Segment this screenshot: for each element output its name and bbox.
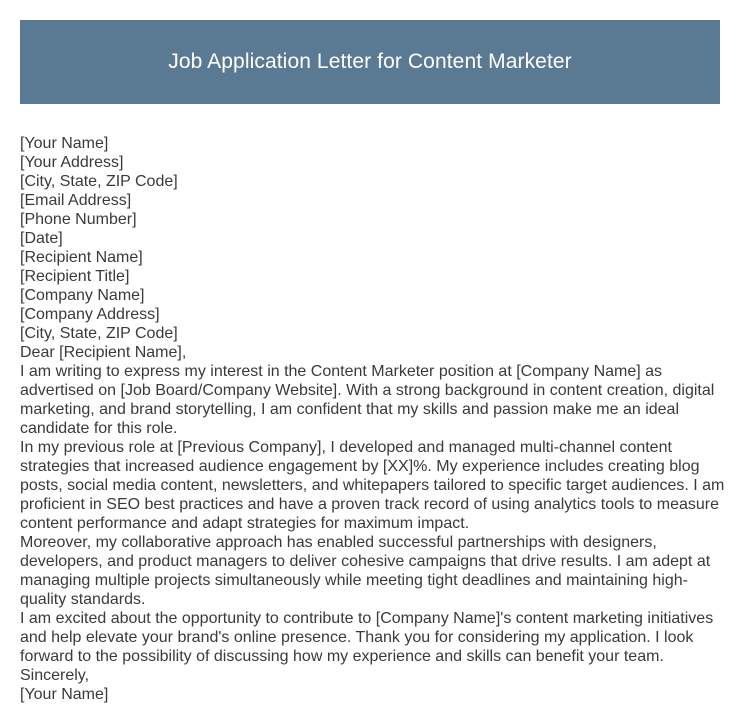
recipient-name: [Recipient Name] — [20, 249, 143, 266]
signature: [Your Name] — [20, 686, 109, 703]
sender-email: [Email Address] — [20, 192, 132, 209]
closing: Sincerely, — [20, 667, 90, 684]
sender-address: [Your Address] — [20, 154, 124, 171]
recipient-title: [Recipient Title] — [20, 268, 130, 285]
body-paragraph: Moreover, my collaborative approach has enabled successful partnerships with designers, developers, and product managers to deliver cohesive campaigns that drive results. I am adept at managing multiple projects simultaneously while meeting tight deadlines and maintaining high-quality standards. — [20, 534, 711, 608]
recipient-address: [Company Address] — [20, 306, 160, 323]
body-paragraph: I am writing to express my interest in the Content Marketer position at [Company Name] as advertised on [Job Board/Company Website]. With a strong background in content creation, digital marketing, and brand storytelling, I am confident that my skills and passion make me an ideal candidate for this role. — [20, 363, 715, 437]
sender-phone: [Phone Number] — [20, 211, 137, 228]
letter-body — [20, 134, 726, 704]
body-paragraph: In my previous role at [Previous Company], I developed and managed multi-channel content strategies that increased audience engagement by [XX]%. My experience includes creating blog posts, social media content, newsletters, and whitepapers tailored to specific target audiences. I am proficient in SEO best practices and have a proven track record of using analytics tools to measure content performance and adapt strategies for maximum impact. — [20, 439, 725, 532]
sender-city: [City, State, ZIP Code] — [20, 173, 178, 190]
title-banner — [20, 20, 720, 104]
recipient-company: [Company Name] — [20, 287, 145, 304]
sender-name: [Your Name] — [20, 135, 109, 152]
body-paragraph: I am excited about the opportunity to contribute to [Company Name]'s content marketing initiatives and help elevate your brand's online presence. Thank you for considering my application. I look forward to the possibility of discussing how my experience and skills can benefit your team. — [20, 610, 714, 665]
page-title: Job Application Letter for Content Marketer — [168, 50, 572, 73]
recipient-city: [City, State, ZIP Code] — [20, 325, 178, 342]
salutation: Dear [Recipient Name], — [20, 344, 187, 361]
letter-date: [Date] — [20, 230, 63, 247]
